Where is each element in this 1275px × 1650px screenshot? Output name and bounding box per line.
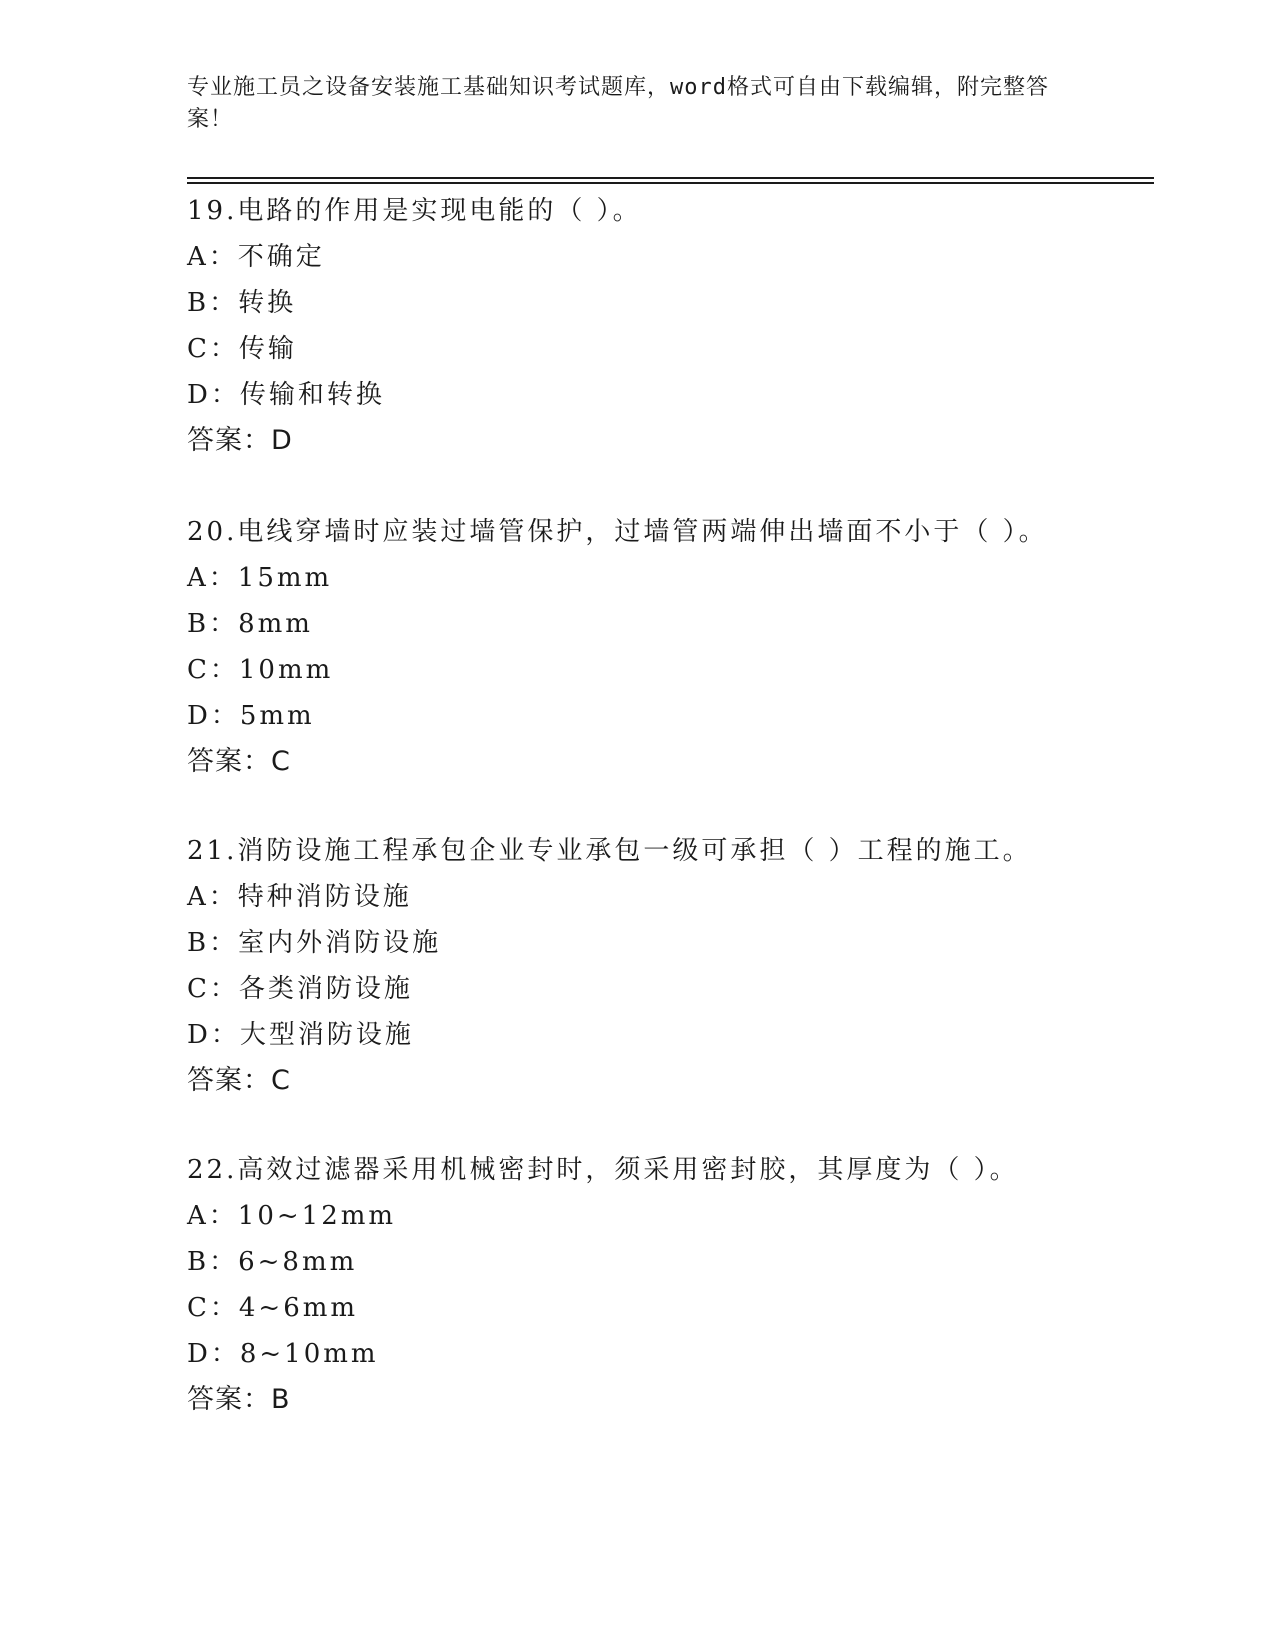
option-a: A：10~12mm xyxy=(187,1201,397,1231)
option-d: D：8~10mm xyxy=(187,1339,379,1369)
answer: 答案：D xyxy=(187,425,293,456)
option-a: A：不确定 xyxy=(187,242,325,272)
header-divider-top xyxy=(187,177,1154,179)
option-a: A：特种消防设施 xyxy=(187,882,412,912)
option-d: D：5mm xyxy=(187,701,315,731)
question-text: 22.高效过滤器采用机械密封时，须采用密封胶，其厚度为（ ）。 xyxy=(187,1155,1019,1185)
header-divider-bottom xyxy=(187,182,1154,184)
option-b: B：8mm xyxy=(187,609,313,639)
question-21 xyxy=(187,828,1167,1104)
option-c: C：10mm xyxy=(187,655,334,685)
option-b: B：转换 xyxy=(187,288,297,318)
question-20 xyxy=(187,509,1167,785)
question-22 xyxy=(187,1147,1167,1423)
option-b: B：6~8mm xyxy=(187,1247,358,1277)
option-c: C：各类消防设施 xyxy=(187,974,413,1004)
option-b: B：室内外消防设施 xyxy=(187,928,442,958)
question-text: 21.消防设施工程承包企业专业承包一级可承担（ ）工程的施工。 xyxy=(187,836,1032,866)
document-header: 专业施工员之设备安装施工基础知识考试题库，word格式可自由下载编辑，附完整答案！ xyxy=(187,75,1049,132)
option-c: C：4~6mm xyxy=(187,1293,359,1323)
question-19 xyxy=(187,188,1167,464)
answer: 答案：C xyxy=(187,746,291,777)
question-text: 19.电路的作用是实现电能的（ ）。 xyxy=(187,196,642,226)
question-text: 20.电线穿墙时应装过墙管保护，过墙管两端伸出墙面不小于（ ）。 xyxy=(187,517,1048,547)
option-d: D：大型消防设施 xyxy=(187,1020,414,1050)
option-c: C：传输 xyxy=(187,334,297,364)
option-d: D：传输和转换 xyxy=(187,380,385,410)
answer: 答案：B xyxy=(187,1384,291,1415)
answer: 答案：C xyxy=(187,1065,291,1096)
option-a: A：15mm xyxy=(187,563,333,593)
